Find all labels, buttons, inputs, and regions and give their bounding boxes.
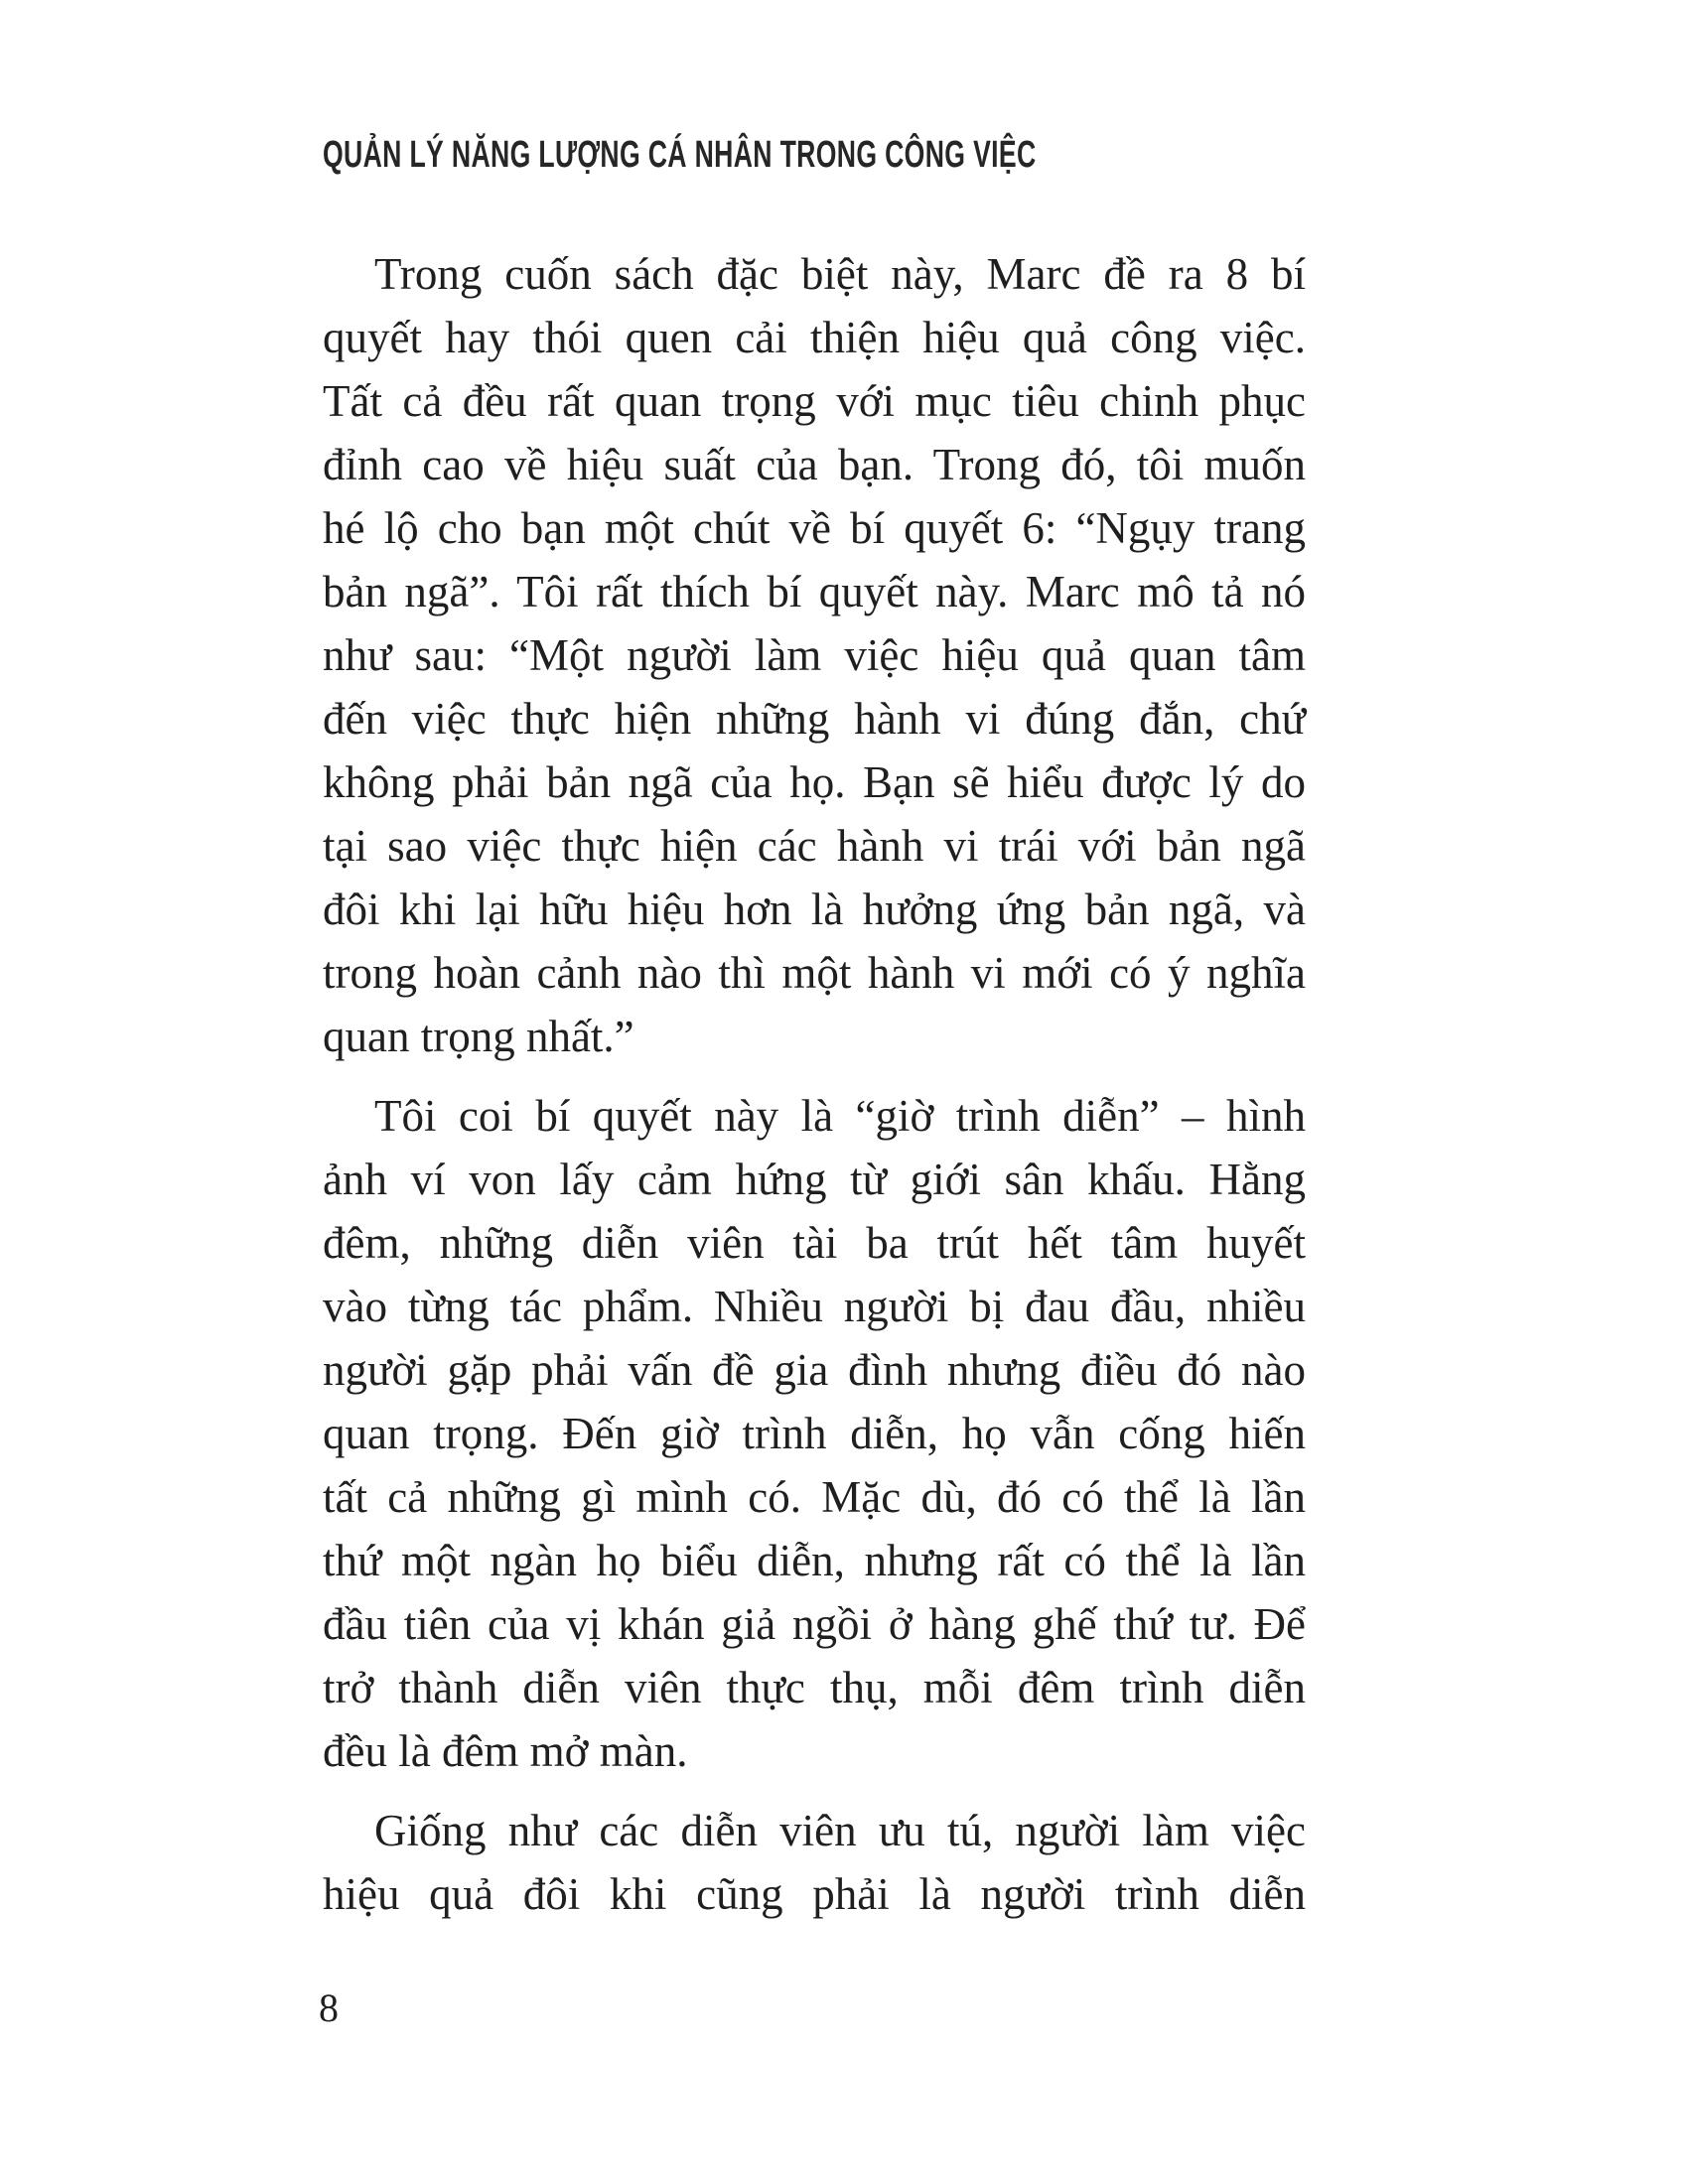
text-line: hiệu quả đôi khi cũng phải là người trình diễn: [323, 1869, 1306, 1919]
text-line: Giống như các diễn viên ưu tú, người làm việc: [374, 1806, 1306, 1855]
body-text: [323, 242, 1306, 1926]
text-line: đầu tiên của vị khán giả ngồi ở hàng ghế thứ tư. Để: [323, 1599, 1306, 1649]
running-header: QUẢN LÝ NĂNG LƯỢNG CÁ NHÂN TRONG CÔNG VIỆC: [323, 134, 1037, 176]
text-line: người gặp phải vấn đề gia đình nhưng điều đó nào: [323, 1345, 1306, 1395]
text-line: bản ngã”. Tôi rất thích bí quyết này. Marc mô tả nó: [323, 567, 1306, 616]
text-line: quan trọng nhất.”: [323, 1012, 634, 1061]
text-line: đến việc thực hiện những hành vi đúng đắn, chứ: [323, 694, 1306, 744]
text-line: đỉnh cao về hiệu suất của bạn. Trong đó, tôi muốn: [323, 440, 1306, 489]
text-line: tất cả những gì mình có. Mặc dù, đó có thể là lần: [323, 1472, 1306, 1522]
paragraph: [323, 1799, 1306, 1926]
text-line: Tôi coi bí quyết này là “giờ trình diễn” – hình: [374, 1091, 1306, 1141]
text-line: đêm, những diễn viên tài ba trút hết tâm huyết: [323, 1218, 1306, 1268]
text-line: tại sao việc thực hiện các hành vi trái với bản ngã: [323, 821, 1306, 871]
text-line: vào từng tác phẩm. Nhiều người bị đau đầu, nhiều: [323, 1282, 1306, 1331]
text-line: trở thành diễn viên thực thụ, mỗi đêm trình diễn: [323, 1663, 1306, 1712]
text-line: Tất cả đều rất quan trọng với mục tiêu chinh phục: [323, 376, 1306, 426]
text-line: đều là đêm mở màn.: [323, 1726, 688, 1776]
paragraph: [323, 242, 1306, 1068]
text-line: ảnh ví von lấy cảm hứng từ giới sân khấu. Hằng: [323, 1155, 1306, 1204]
text-line: quan trọng. Đến giờ trình diễn, họ vẫn cống hiến: [323, 1409, 1306, 1458]
text-line: như sau: “Một người làm việc hiệu quả quan tâm: [323, 630, 1306, 680]
paragraph: [323, 1084, 1306, 1783]
text-line: không phải bản ngã của họ. Bạn sẽ hiểu được lý do: [323, 757, 1306, 807]
text-line: quyết hay thói quen cải thiện hiệu quả công việc.: [323, 313, 1306, 362]
text-line: Trong cuốn sách đặc biệt này, Marc đề ra 8 bí: [374, 249, 1306, 299]
text-line: hé lộ cho bạn một chút về bí quyết 6: “Ngụy trang: [323, 503, 1306, 553]
text-line: đôi khi lại hữu hiệu hơn là hưởng ứng bản ngã, và: [323, 885, 1306, 934]
text-line: thứ một ngàn họ biểu diễn, nhưng rất có thể là lần: [323, 1536, 1306, 1585]
text-line: trong hoàn cảnh nào thì một hành vi mới có ý nghĩa: [323, 948, 1306, 998]
page-number: 8: [319, 1985, 339, 2030]
